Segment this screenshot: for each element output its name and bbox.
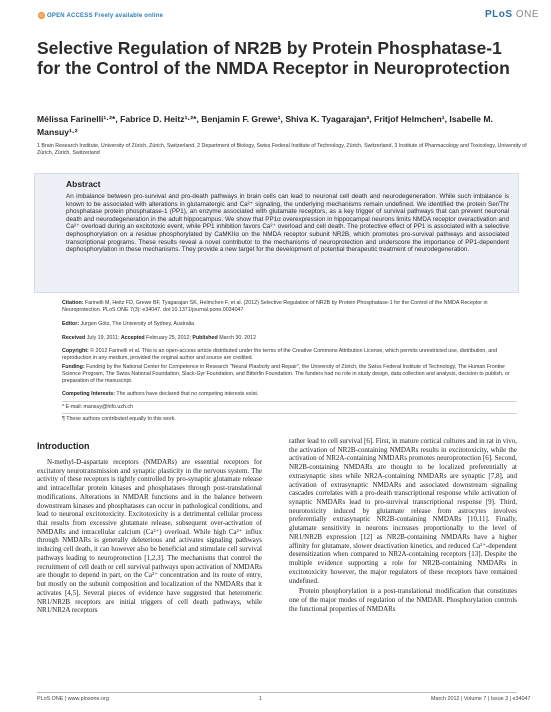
dates [62,335,517,342]
meta-divider-top [62,401,517,402]
citation-label: Citation: [62,300,84,306]
funding-text: Funding by the National Center for Competence in Research "Neural Plasticity and Repair", the University of Zürich, the Swiss Federal Institute of Technology, The Human Frontier Science Program, The Swiss National Foundation, Slack-Gyr Foundation, and Bitterlin Foundation. The funders had no role in study design, data collection and analysis, decision to publish, or preparation of the manuscript. [62,364,510,384]
footer-divider [37,692,517,693]
editor-text: Jurgen Götz, The University of Sydney, Australia [80,321,195,327]
footer-page-number: 1 [259,696,262,702]
footer-issue: March 2012 | Volume 7 | Issue 3 | e34047 [431,696,531,702]
intro-column-2 [289,437,517,613]
abstract-heading: Abstract [66,179,101,189]
contact-email[interactable]: * E-mail: mansuy@hifo.uzh.ch [62,404,134,410]
equal-contribution-note: ¶ These authors contributed equally to this work. [62,416,176,422]
open-access-text: OPEN ACCESS Freely available online [47,13,164,20]
abstract-text: An imbalance between pro-survival and pro-death pathways in brain cells can lead to neuronal cell death and neurodegeneration. While such imbalance is known to be associated with alterations in glutamatergic and Ca²⁺ signaling, the underlying mechanisms remain undefined. We identified the protein Ser/Thr phosphatase protein phosphatase-1 (PP1), an enzyme associated with glutamate receptors, as a key trigger of survival pathways that can prevent neuronal death and neurodegeneration in the adult hippocampus. We show that PP1α overexpression in hippocampal neurons limits NMDA receptor overactivation and Ca²⁺ overload during an excitotoxic event, while PP1 inhibition favors Ca²⁺ overload and cell death. The protective effect of PP1 is associated with a selective dephosphorylation on a residue phosphorylated by CaMKIIα on the NMDA receptor subunit NR2B, which promotes pro-survival pathways and associated transcriptional programs. These results reveal a novel contributor to the mechanisms of neuroprotection and underscore the importance of PP1-dependent dephosphorylation in these mechanisms. They provide a new target for the development of potential therapeutic treatment of neurodegeneration. [66,193,509,254]
competing-text: The authors have declared that no competing interests exist. [116,391,259,397]
citation-text: Farinelli M, Heitz FD, Grewe BF, Tyagarajan SK, Helmchen F, et al. (2012) Selective Regulation of NR2B by Protein Phosphatase-1 for the Control of the NMDA Receptor in Neuroprotection. PLoS ONE 7(3): e34047. doi:10.1371/journal.pone.0034047 [62,300,488,313]
intro-column-2-para-1: rather lead to cell survival [6]. First, in mature cortical cultures and in rat in vivo, the activation of NR2B-containing NMDARs results in excitotoxicity, while the activation of NR2A-containing NMDARs promotes neuroprotection [6]. Second, NR2B-containing NMDARs are thought to be localized preferentially at extrasynaptic sites while NR2A-containing NMDARs are synaptic [7,8], and activation of extrasynaptic NMDARs and associated downstream signaling cascades correlates with a pro-death transcriptional response while activation of synaptic NMDARs lead to pro-survival transcriptional response [9]. Third, neurotoxicity induced by glutamate release from astrocytes involves preferentially extrasynaptic NR2B-containing NMDARs [10,11]. Finally, glutamate sensitivity in neurons increases proportionally to the level of NR1/NR2B expression [12] as NR2B-containing NMDARs have a higher affinity for glutamate, slower deactivation kinetics, and reduced Ca²⁺-dependent desensitization when compared to NR2A-containing receptors [13]. Despite the multiple evidence supporting a role for NR2B-containing NMDARs in excitotoxicity however, the major regulators of these receptors have remained undefined. [289,437,517,585]
meta-divider-bottom [62,413,517,414]
copyright-label: Copyright: [62,348,89,354]
competing-label: Competing Interests: [62,391,115,397]
citation [62,300,517,314]
editor [62,321,517,328]
journal-logo [485,9,539,20]
competing-interests [62,391,517,398]
published-label: Published [192,335,218,341]
journal-name: PLoS [485,9,513,20]
footer-journal[interactable]: PLoS ONE | www.plosone.org [37,696,109,702]
paper-title: Selective Regulation of NR2B by Protein Phosphatase-1 for the Control of the NMDA Receptor in Neuroprotection [37,38,510,78]
journal-suffix: ONE [515,9,540,20]
received-label: Received [62,335,86,341]
author-list: Mélissa Farinelli¹·²*, Fabrice D. Heitz¹·²*, Benjamin F. Grewe¹, Shiva K. Tyagarajan³, Fritjof Helmchen¹, Isabelle M. Mansuy¹·² [37,114,493,137]
abstract-box [34,173,519,293]
editor-label: Editor: [62,321,80,327]
intro-column-1: N-methyl-D-aspartate receptors (NMDARs) are essential receptors for excitatory neurotransmission and synaptic plasticity in the nervous system. The activity of these receptors is tightly controlled by pro-synaptic glutamate release and intracellular protein kinases and phosphatases through post-translational modifications. Alterations in NMDAR functions and in the balance between downstream kinases and phosphatases can occur in pathological conditions, and lead to neuronal excitotoxicity. Excitotoxicity is a detrimental cellular process that results from excessive glutamate release, subsequent over-activation of NMDARs and intracellular calcium (Ca²⁺) overload. While high Ca²⁺ influx through NMDARs is generally deleterious and activates signaling pathways inducing cell death, it can however also be beneficial and stimulate cell survival pathways leading to neuroprotection [1,2,3]. The mechanisms that control the recruitment of cell death or cell survival pathways upon activation of NMDARs are thought to depend in part, on the Ca²⁺ concentration and its route of entry, but mostly on the subunit composition and localization of the NMDARs that it activates [4,5]. Several pieces of evidence have suggested that heteromeric NR1/NR2B receptors are initial triggers of cell death pathways, while NR1/NR2A receptors [37,458,262,615]
open-access-lock-icon [38,12,45,19]
intro-column-2-para-2: Protein phosphorylation is a post-translational modification that constitutes one of the major modes of regulation of the NMDAR. Phosphorylation controls the functional properties of NMDARs [289,587,517,613]
published-date: March 30, 2012 [219,335,257,341]
funding-label: Funding: [62,364,85,370]
intro-heading: Introduction [37,441,90,451]
received-date: July 19, 2011; [86,335,120,341]
funding [62,364,517,385]
copyright [62,348,517,362]
accepted-label: Accepted [120,335,145,341]
accepted-date: February 25, 2012; [146,335,191,341]
open-access-label [38,12,163,19]
copyright-text: © 2012 Farinelli et al. This is an open-access article distributed under the terms of the Creative Commons Attribution License, which permits unrestricted use, distribution, and reproduction in any medium, provided the original author and source are credited. [62,348,498,361]
affiliations: 1 Brain Research Institute, University of Zürich, Zürich, Switzerland, 2 Department of Biology, Swiss Federal Institute of Technology, Zürich, Switzerland, 3 Institute of Pharmacology and Toxicology, University of Zürich, Zürich, Switzerland [37,143,527,157]
